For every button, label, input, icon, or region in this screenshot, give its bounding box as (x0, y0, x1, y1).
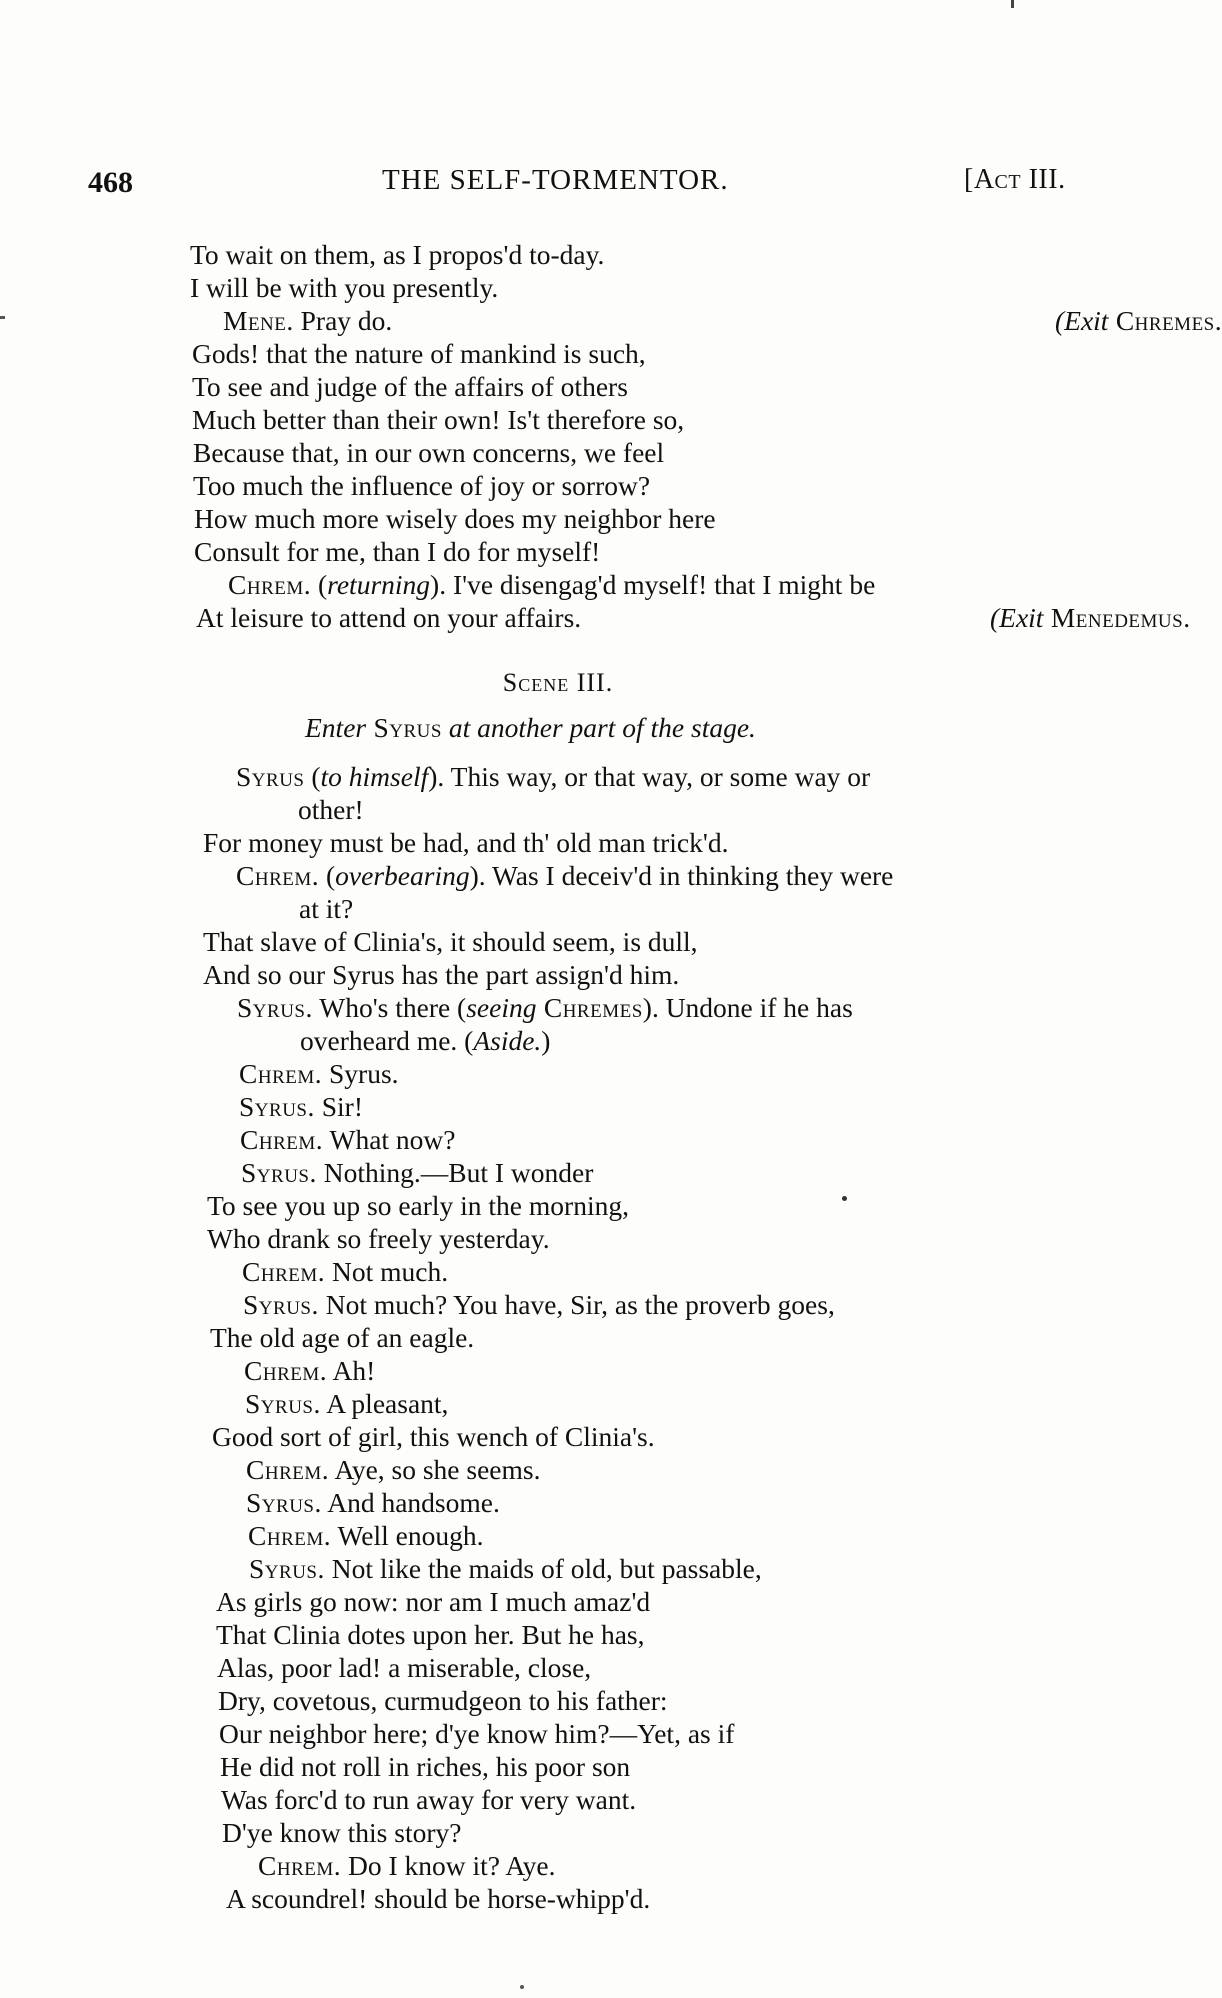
act-label: [Act III. (964, 164, 1066, 195)
speaker-name: Syrus. (239, 1091, 315, 1122)
verse-line: Good sort of girl, this wench of Clinia's. (212, 1421, 655, 1452)
speech-line (249, 1552, 1116, 1585)
speech-text: Nothing.—But I wonder (316, 1157, 594, 1188)
speech-text: Not like the maids of old, but passable, (324, 1553, 762, 1584)
speaker-name: Syrus. (246, 1487, 322, 1518)
verse-line: Who drank so freely yesterday. (207, 1223, 550, 1254)
speech-text: Do I know it? Aye. (341, 1850, 556, 1881)
verse-line: He did not roll in riches, his poor son (220, 1751, 631, 1782)
verse-line: How much more wisely does my neighbor here (194, 503, 716, 534)
bracket: ). (469, 860, 486, 891)
bracket: ( (311, 569, 328, 600)
speech-line (246, 1486, 1116, 1519)
speech-line (243, 1288, 1116, 1321)
speech-text: Ah! (327, 1355, 376, 1386)
speech-line (236, 760, 1116, 793)
speech-text: Aye, so she seems. (329, 1454, 541, 1485)
speaker-name: Syrus. (237, 992, 313, 1023)
character-name: Syrus (366, 712, 442, 743)
speech-line (228, 568, 1116, 601)
speech-text: Not much? You have, Sir, as the proverb goes, (318, 1289, 835, 1320)
enter-word: Enter (305, 712, 367, 743)
scene-dialogue (0, 760, 1116, 1915)
running-title: THE SELF-TORMENTOR. (382, 164, 729, 196)
speaker-name: Chrem. (242, 1256, 326, 1287)
speech-line (239, 1057, 1116, 1090)
speech-line (196, 601, 1191, 634)
stage-direction: to himself (320, 761, 429, 792)
page-number: 468 (88, 166, 133, 199)
verse-line: I will be with you presently. (190, 272, 499, 303)
speech-text: Syrus. (322, 1058, 399, 1089)
stage-direction: overbearing (335, 860, 470, 891)
verse-text: At leisure to attend on your affairs. (196, 602, 582, 633)
scene-heading: Scene III. (502, 668, 614, 697)
speech-text: What now? (323, 1124, 456, 1155)
speech-line (236, 859, 1116, 892)
speaker-name: Chrem. (240, 1124, 324, 1155)
speech-text: And handsome. (321, 1487, 500, 1518)
verse-line: That Clinia dotes upon her. But he has, (216, 1619, 645, 1650)
verse-line: To wait on them, as I propos'd to-day. (190, 239, 605, 270)
verse-line: As girls go now: nor am I much amaz'd (216, 1586, 651, 1617)
character-name: Chremes. (1108, 305, 1222, 336)
verse-line: Gods! that the nature of mankind is such, (192, 338, 646, 369)
speech-text: ). Undone if he has (642, 992, 853, 1023)
speaker-name: Syrus. (249, 1553, 325, 1584)
verse-line: To see you up so early in the morning, (207, 1190, 629, 1221)
exit-word: (Exit (1055, 305, 1109, 336)
speech-continuation: at it? (299, 893, 354, 924)
stage-direction: returning (327, 569, 431, 600)
stage-direction: Aside. (473, 1025, 542, 1056)
bracket: ). (430, 569, 447, 600)
ink-speck (842, 1196, 847, 1201)
speech-line (241, 1156, 1116, 1189)
speech-text: Not much. (325, 1256, 449, 1287)
stage-direction (990, 601, 1191, 634)
verse-line: To see and judge of the affairs of others (192, 371, 628, 402)
verse-line: And so our Syrus has the part assign'd him. (203, 959, 680, 990)
speech-line (248, 1519, 1116, 1552)
bracket: ). (428, 761, 445, 792)
speech-line (239, 1090, 1116, 1123)
character-name: Menedemus. (1043, 602, 1191, 633)
upper-passage (0, 238, 1222, 634)
speech-line (245, 1387, 1116, 1420)
stage-direction (1055, 304, 1222, 337)
verse-line: Alas, poor lad! a miserable, close, (217, 1652, 592, 1683)
character-name: Chremes (536, 992, 643, 1023)
verse-line: Our neighbor here; d'ye know him?—Yet, as if (219, 1718, 735, 1749)
verse-line: Consult for me, than I do for myself! (194, 536, 601, 567)
speech-line (258, 1849, 1116, 1882)
speaker-name: Syrus (236, 761, 305, 792)
speaker-name: Chrem. (228, 569, 312, 600)
verse-line: Was forc'd to run away for very want. (221, 1784, 637, 1815)
bracket: ( (304, 761, 321, 792)
page-header (0, 162, 1116, 202)
speech-line (242, 1255, 1116, 1288)
speaker-name: Chrem. (236, 860, 320, 891)
speech-line (240, 1123, 1116, 1156)
speaker-name: Chrem. (244, 1355, 328, 1386)
speech-text: Was I deceiv'd in thinking they were (485, 860, 894, 891)
entrance-direction (305, 712, 756, 744)
speech-text: Well enough. (331, 1520, 484, 1551)
speech-line (223, 304, 1222, 337)
speaker-name: Chrem. (248, 1520, 332, 1551)
speech-text: I've disengag'd myself! that I might be (446, 569, 876, 600)
verse-line: Dry, covetous, curmudgeon to his father: (218, 1685, 668, 1716)
speech-text: This way, or that way, or some way or (444, 761, 871, 792)
speaker-name: Chrem. (258, 1850, 342, 1881)
verse-line: Because that, in our own concerns, we feel (193, 437, 665, 468)
speaker-name: Syrus. (245, 1388, 321, 1419)
verse-line: Too much the influence of joy or sorrow? (193, 470, 651, 501)
speech-text: Who's there ( (312, 992, 467, 1023)
speech-text: Pray do. (293, 305, 393, 336)
verse-line: That slave of Clinia's, it should seem, is dull, (203, 926, 698, 957)
verse-line: D'ye know this story? (222, 1817, 462, 1848)
verse-line: For money must be had, and th' old man trick'd. (203, 827, 729, 858)
speaker-name: Syrus. (241, 1157, 317, 1188)
ink-speck (520, 1985, 524, 1989)
verse-line: Much better than their own! Is't therefore so, (192, 404, 685, 435)
bracket: ( (319, 860, 336, 891)
speech-continuation (300, 1024, 1116, 1057)
speech-line (246, 1453, 1116, 1486)
verse-line: A scoundrel! should be horse-whipp'd. (226, 1883, 651, 1914)
speaker-name: Chrem. (239, 1058, 323, 1089)
speaker-name: Mene. (223, 305, 294, 336)
speech-text: overheard me. ( (300, 1025, 474, 1056)
exit-word: (Exit (990, 602, 1044, 633)
speech-text: Sir! (314, 1091, 363, 1122)
speech-line (244, 1354, 1116, 1387)
direction-text: at another part of the stage. (441, 712, 756, 743)
bracket: ) (541, 1025, 551, 1056)
speaker-name: Syrus. (243, 1289, 319, 1320)
page-edge-mark (1011, 0, 1014, 8)
speech-text: A pleasant, (320, 1388, 449, 1419)
stage-direction: seeing (466, 992, 537, 1023)
speaker-name: Chrem. (246, 1454, 330, 1485)
speech-continuation: other! (298, 794, 364, 825)
verse-line: The old age of an eagle. (210, 1322, 475, 1353)
speech-line (237, 991, 1116, 1024)
